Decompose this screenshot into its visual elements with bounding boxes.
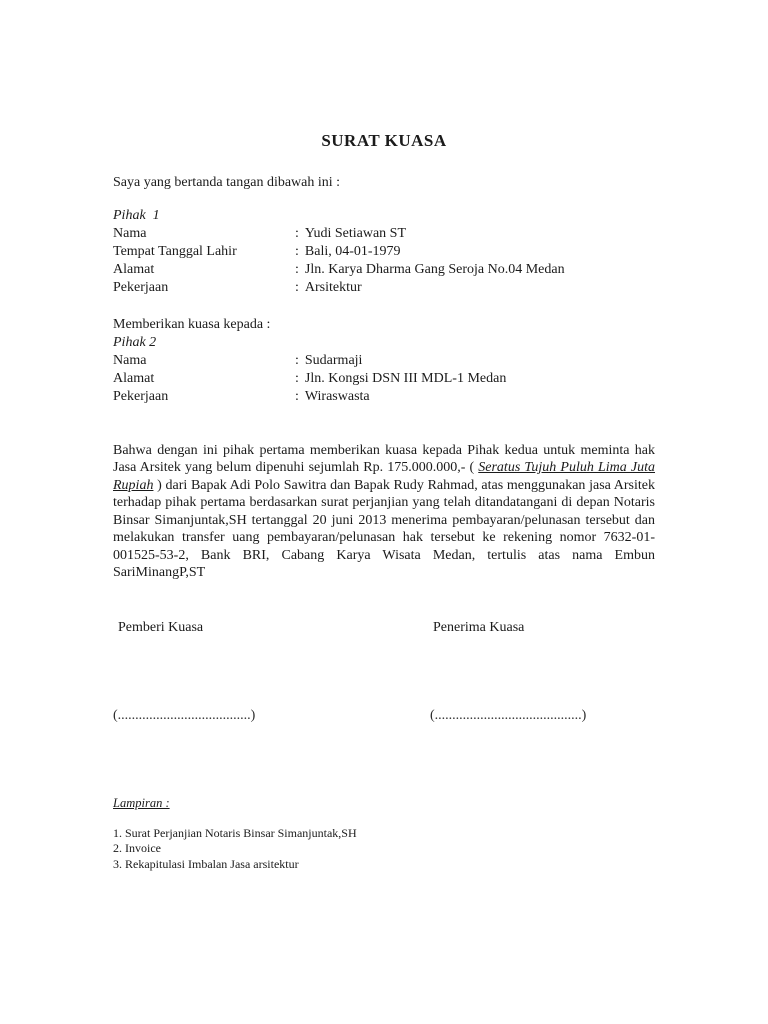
detail-value-text: Yudi Setiawan ST [304, 225, 406, 241]
colon-separator: : [295, 261, 299, 277]
detail-label: Tempat Tanggal Lahir [113, 243, 237, 259]
detail-label: Pekerjaan [113, 279, 169, 295]
detail-value-text: Jln. Karya Dharma Gang Seroja No.04 Medan [304, 261, 565, 277]
detail-value [295, 388, 370, 406]
colon-separator: : [295, 225, 299, 241]
amount-in-words: Seratus Tujuh Puluh Lima Juta Rupiah [113, 460, 655, 493]
party1-row-pekerjaan [113, 279, 655, 297]
colon-separator: : [295, 279, 299, 295]
detail-label: Alamat [113, 370, 155, 386]
grantee-signature-line: (..........................................) [430, 707, 587, 723]
party2-heading: Pihak 2 [113, 334, 157, 350]
attachment-item: 2. Invoice [113, 841, 161, 855]
detail-value-text: Arsitektur [304, 279, 362, 295]
attachments-heading: Lampiran : [113, 795, 170, 810]
detail-label: Pekerjaan [113, 388, 169, 404]
attachment-item: 1. Surat Perjanjian Notaris Binsar Simanjuntak,SH [113, 825, 357, 840]
detail-value [295, 352, 362, 370]
party1-row-alamat [113, 261, 655, 279]
detail-value-text: Jln. Kongsi DSN III MDL-1 Medan [304, 370, 507, 386]
intro-line: Saya yang bertanda tangan dibawah ini : [113, 175, 341, 190]
party2-details [113, 352, 655, 406]
detail-label: Nama [113, 225, 147, 241]
detail-value [295, 261, 565, 279]
detail-label: Nama [113, 352, 147, 368]
detail-value-text: Bali, 04-01-1979 [304, 243, 401, 259]
grantee-label: Penerima Kuasa [433, 619, 525, 635]
body-text-part1: Bahwa dengan ini pihak pertama memberikan kuasa kepada Pihak kedua untuk meminta hak Jasa Arsitek yang belum dipenuhi sejumlah Rp. 175.000.000,- ( [113, 442, 655, 475]
grantor-signature-line: (......................................) [113, 707, 256, 723]
detail-value [295, 279, 362, 297]
attachment-item: 3. Rekapitulasi Imbalan Jasa arsitektur [113, 856, 299, 871]
colon-separator: : [295, 370, 299, 386]
party1-heading: Pihak 1 [113, 207, 160, 223]
party1-row-tempat-tanggal-lahir [113, 243, 655, 261]
detail-value [295, 225, 406, 243]
detail-value-text: Wiraswasta [304, 388, 370, 404]
party2-row-alamat [113, 370, 655, 388]
grantor-label: Pemberi Kuasa [118, 619, 204, 635]
body-paragraph [113, 442, 655, 582]
party2-row-pekerjaan [113, 388, 655, 406]
colon-separator: : [295, 243, 299, 259]
detail-label: Alamat [113, 261, 155, 277]
detail-value [295, 243, 401, 261]
detail-value-text: Sudarmaji [304, 352, 363, 368]
attachments-list [113, 826, 655, 873]
body-text-part2: ) dari Bapak Adi Polo Sawitra dan Bapak Rudy Rahmad, atas menggunakan jasa Arsitek terhadap pihak pertama berdasarkan surat perjanjian yang telah ditandatangani di depan Notaris Binsar Simanjuntak,SH tertanggal 20 juni 2013 menerima pembayaran/pelunasan tersebut dan melakukan transfer uang pembayaran/pelunasan hak tersebut ke rekening nomor 7632-01-001525-53-2, Bank BRI, Cabang Karya Wisata Medan, tertulis atas nama Embun SariMinangP,ST [113, 477, 655, 580]
grant-line: Memberikan kuasa kepada : [113, 316, 271, 332]
document-title: SURAT KUASA [321, 131, 447, 150]
colon-separator: : [295, 352, 299, 368]
signature-lines-row [113, 707, 655, 724]
party2-row-nama [113, 352, 655, 370]
colon-separator: : [295, 388, 299, 404]
party1-row-nama [113, 225, 655, 243]
detail-value [295, 370, 506, 388]
signature-labels-row [113, 619, 655, 636]
party1-details [113, 225, 655, 297]
